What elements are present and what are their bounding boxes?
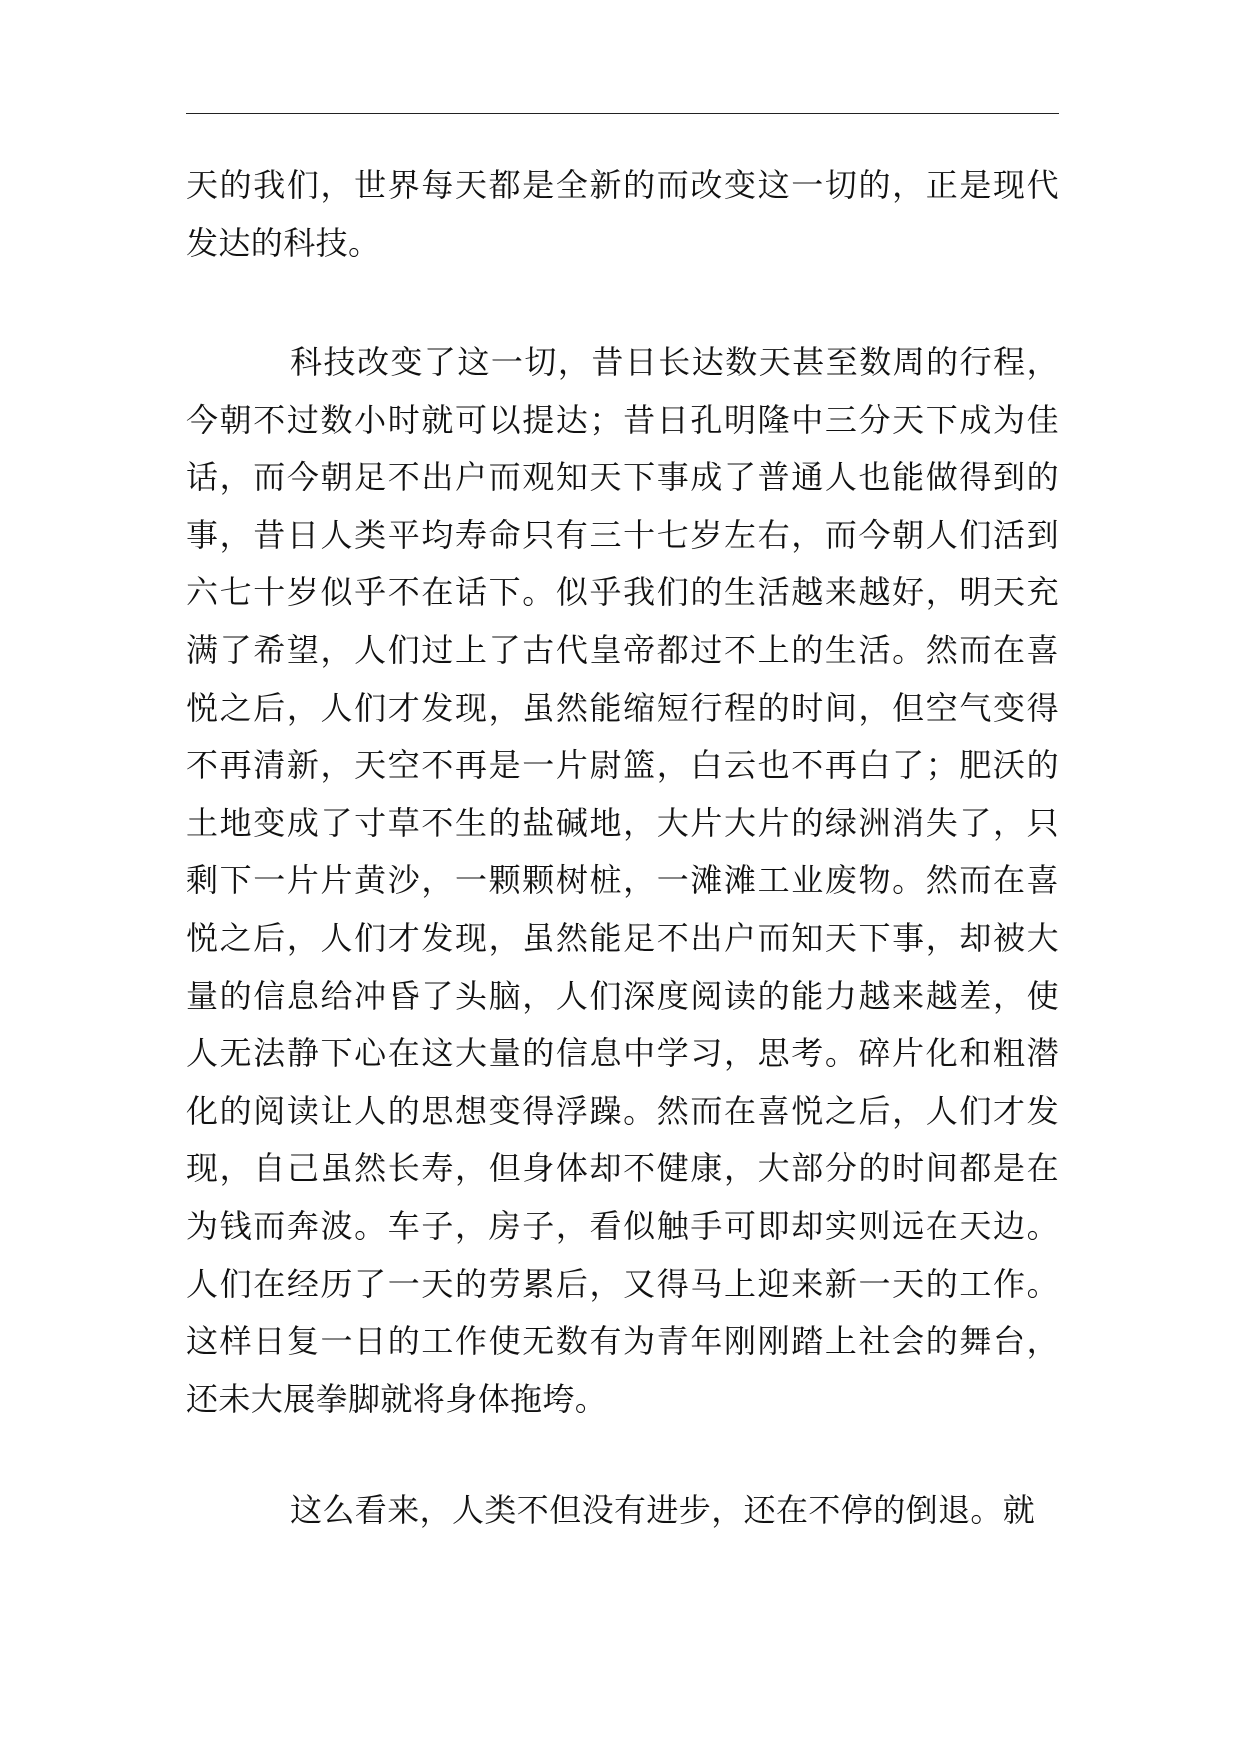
paragraph-regression: 这么看来，人类不但没有进步，还在不停的倒退。就 — [290, 1491, 1036, 1529]
paragraph-technology-changes: 科技改变了这一切，昔日长达数天甚至数周的行程，今朝不过数小时就可以提达；昔日孔明隆中三分天下成为佳话，而今朝足不出户而观知天下事成了普通人也能做得到的事，昔日人类平均寿命只有三十七岁左右，而今朝人们活到六七十岁似乎不在话下。似乎我们的生活越来越好，明天充满了希望，人们过上了古代皇帝都过不上的生活。然而在喜悦之后，人们才发现，虽然能缩短行程的时间，但空气变得不再清新，天空不再是一片尉篮，白云也不再白了；肥沃的土地变成了寸草不生的盐碱地，大片大片的绿洲消失了，只剩下一片片黄沙，一颗颗树桩，一滩滩工业废物。然而在喜悦之后，人们才发现，虽然能足不出户而知天下事，却被大量的信息给冲昏了头脑，人们深度阅读的能力越来越差，使人无法静下心在这大量的信息中学习，思考。碎片化和粗潜化的阅读让人的思想变得浮躁。然而在喜悦之后，人们才发现，自己虽然长寿，但身体却不健康，大部分的时间都是在为钱而奔波。车子，房子，看似触手可即却实则远在天边。人们在经历了一天的劳累后，又得马上迎来新一天的工作。这样日复一日的工作使无数有为青年刚刚踏上社会的舞台，还未大展拳脚就将身体拖垮。 — [186, 343, 1059, 1418]
header-rule — [186, 113, 1059, 114]
paragraph-continuation: 天的我们，世界每天都是全新的而改变这一切的，正是现代发达的科技。 — [186, 166, 1059, 262]
